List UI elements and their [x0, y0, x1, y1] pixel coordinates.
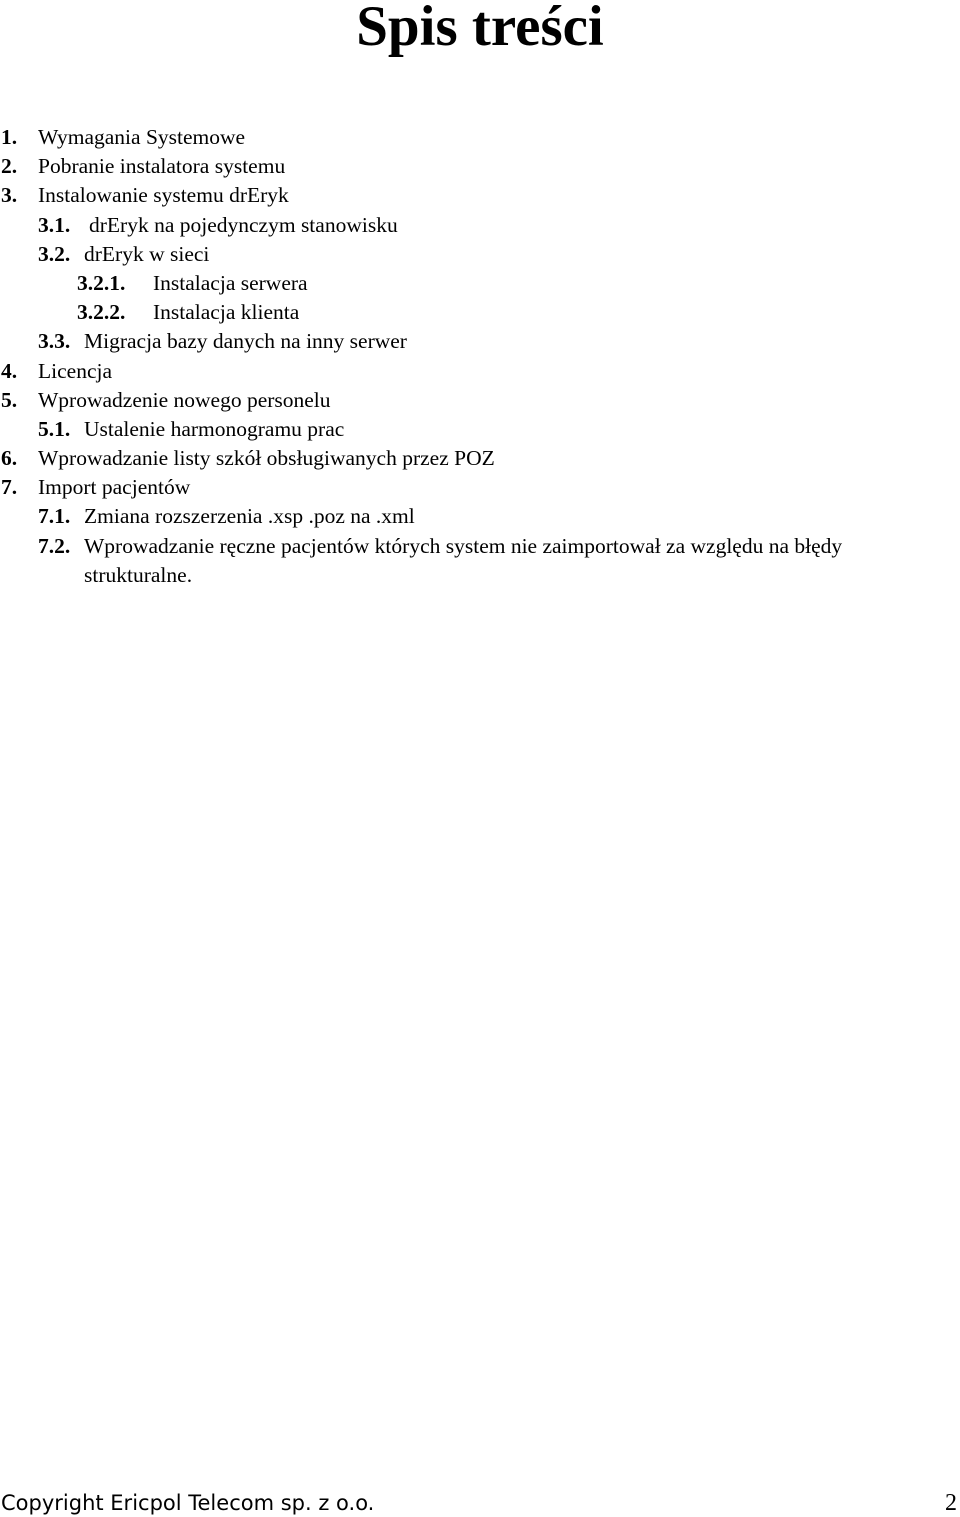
- toc-entry-number: 4.: [1, 358, 18, 383]
- toc-entry-3-2-2[interactable]: [0, 298, 960, 327]
- toc-entry-text: Pobranie instalatora systemu: [38, 154, 286, 179]
- toc-entry-number: 6.: [1, 446, 18, 471]
- toc-entry-text: Instalacja klienta: [153, 300, 300, 325]
- toc-entry-text: Migracja bazy danych na inny serwer: [84, 329, 407, 354]
- toc-entry-text: drEryk w sieci: [84, 241, 210, 266]
- toc-entry-3-2[interactable]: [0, 240, 960, 269]
- toc-entry-5-1[interactable]: [0, 415, 960, 444]
- toc-entry-7[interactable]: [0, 473, 960, 502]
- toc-entry-1[interactable]: [0, 123, 960, 152]
- page-footer: [0, 1489, 960, 1517]
- toc-entry-number: 3.2.1.: [77, 270, 126, 295]
- toc-entry-text: Instalowanie systemu drEryk: [38, 183, 289, 208]
- toc-entry-text: Zmiana rozszerzenia .xsp .poz na .xml: [84, 504, 415, 529]
- toc-entry-number: 7.: [1, 475, 18, 500]
- toc-entry-number: 3.3.: [38, 329, 71, 354]
- toc-entry-number: 3.2.2.: [77, 300, 126, 325]
- toc-entry-text: Instalacja serwera: [153, 270, 308, 295]
- toc-entry-3-2-1[interactable]: [0, 269, 960, 298]
- page-number: 2: [945, 1490, 957, 1516]
- toc-entry-number: 2.: [1, 154, 18, 179]
- toc-entry-number: 3.2.: [38, 241, 71, 266]
- toc-entry-number: 7.1.: [38, 504, 71, 529]
- toc-entry-5[interactable]: [0, 386, 960, 415]
- toc-entry-2[interactable]: [0, 152, 960, 181]
- toc-entry-6[interactable]: [0, 444, 960, 473]
- toc-entry-3-1[interactable]: [0, 211, 960, 240]
- toc-entry-number: 5.: [1, 387, 18, 412]
- toc-entry-4[interactable]: [0, 357, 960, 386]
- toc-entry-number: 3.: [1, 183, 18, 208]
- footer-copyright: Copyright Ericpol Telecom sp. z o.o.: [1, 1491, 375, 1515]
- toc-entry-text: drEryk na pojedynczym stanowisku: [89, 212, 398, 237]
- toc-entry-3[interactable]: [0, 181, 960, 210]
- toc-entry-text: Wprowadzanie ręczne pacjentów których system nie zaimportował za względu na błędy strukturalne.: [84, 533, 843, 587]
- toc-entry-number: 1.: [1, 125, 18, 149]
- toc-entry-text: Wymagania Systemowe: [38, 125, 246, 149]
- table-of-contents: [0, 123, 960, 590]
- toc-entry-7-2[interactable]: [0, 532, 960, 590]
- toc-entry-text: Ustalenie harmonogramu prac: [84, 416, 345, 441]
- page-title: Spis treści: [356, 0, 604, 58]
- toc-entry-text: Licencja: [38, 358, 113, 383]
- toc-entry-text: Wprowadzanie listy szkół obsługiwanych przez POZ: [38, 446, 495, 471]
- toc-entry-number: 5.1.: [38, 416, 71, 441]
- toc-entry-number: 7.2.: [38, 533, 71, 558]
- toc-entry-number: 3.1.: [38, 212, 71, 237]
- toc-entry-text: Wprowadzenie nowego personelu: [38, 387, 331, 412]
- toc-entry-7-1[interactable]: [0, 502, 960, 531]
- toc-entry-text: Import pacjentów: [38, 475, 191, 500]
- toc-entry-3-3[interactable]: [0, 327, 960, 356]
